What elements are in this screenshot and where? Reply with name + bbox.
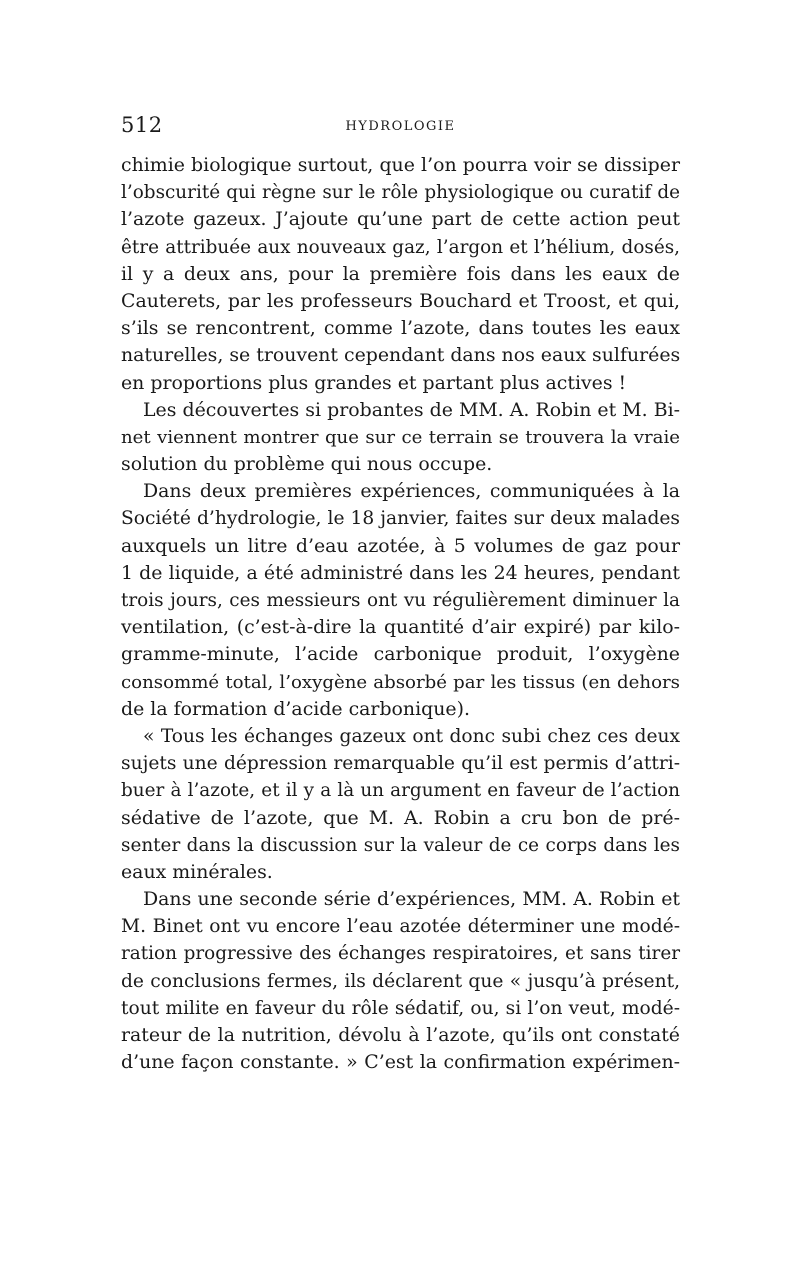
text-line: de la formation d’acide carbonique). [121, 697, 470, 720]
text-line: Les découvertes si probantes de MM. A. Robin et M. Bi- [143, 398, 680, 421]
text-line: ventilation, (c’est-à-dire la quantité d’air expiré) par kilo- [121, 616, 680, 639]
text-line: M. Binet ont vu encore l’eau azotée déterminer une modé- [121, 916, 680, 938]
text-line: en proportions plus grandes et partant plus actives ! [121, 371, 627, 394]
text-line: ration progressive des échanges respiratoires, et sans tirer [121, 943, 680, 965]
text-line: rateur de la nutrition, dévolu à l’azote, qu’ils ont constaté [121, 1024, 680, 1046]
text-line: chimie biologique surtout, que l’on pourra voir se dissiper [121, 154, 680, 176]
text-line: trois jours, ces messieurs ont vu régulièrement diminuer la [121, 590, 680, 611]
text-line: il y a deux ans, pour la première fois dans les eaux de [121, 262, 680, 285]
text-line: eaux minérales. [121, 860, 273, 883]
text-line: « Tous les échanges gazeux ont donc subi chez ces deux [143, 725, 680, 747]
body-text [121, 152, 680, 1076]
text-line: net viennent montrer que sur ce terrain se trouvera la vraie [121, 426, 680, 448]
paragraph [121, 152, 680, 397]
text-line: Cauterets, par les professeurs Bouchard et Troost, et qui, [121, 289, 680, 312]
text-line: l’obscurité qui règne sur le rôle physiologique ou curatif de [121, 182, 680, 204]
text-line: 1 de liquide, a été administré dans les 24 heures, pendant [121, 561, 680, 584]
text-line: solution du problème qui nous occupe. [121, 453, 493, 476]
text-line: Société d’hydrologie, le 18 janvier, faites sur deux malades [121, 508, 680, 530]
paragraph [121, 723, 680, 886]
text-line: sédative de l’azote, que M. A. Robin a cru bon de pré- [121, 806, 680, 829]
text-line: consommé total, l’oxygène absorbé par les tissus (en dehors [121, 671, 680, 693]
page-number: 512 [121, 113, 163, 137]
running-title: HYDROLOGIE [345, 119, 456, 134]
text-line: naturelles, se trouvent cependant dans nos eaux sulfurées [121, 344, 681, 367]
text-line: gramme-minute, l’acide carbonique produit, l’oxygène [121, 643, 680, 666]
text-line: auxquels un litre d’eau azotée, à 5 volumes de gaz pour [121, 534, 680, 557]
running-head [121, 113, 680, 143]
text-line: sujets une dépression remarquable qu’il est permis d’attri- [121, 753, 680, 775]
text-line: d’une façon constante. » C’est la confirmation expérimen- [121, 1051, 680, 1074]
book-page [121, 0, 680, 1262]
text-line: Dans deux premières expériences, communiquées à la [143, 480, 680, 503]
text-line: s’ils se rencontrent, comme l’azote, dans toutes les eaux [121, 317, 680, 340]
text-line: senter dans la discussion sur la valeur de ce corps dans les [121, 834, 680, 856]
text-line: Dans une seconde série d’expériences, MM. A. Robin et [143, 888, 680, 911]
text-line: tout milite en faveur du rôle sédatif, ou, si l’on veut, modé- [121, 997, 680, 1019]
paragraph [121, 397, 680, 479]
text-line: l’azote gazeux. J’ajoute qu’une part de cette action peut [121, 208, 680, 231]
paragraph [121, 886, 680, 1076]
paragraph [121, 478, 680, 723]
text-line: buer à l’azote, et il y a là un argument en faveur de l’action [121, 780, 680, 802]
text-line: de conclusions fermes, ils déclarent que « jusqu’à présent, [121, 970, 680, 992]
text-line: être attribuée aux nouveaux gaz, l’argon et l’hélium, dosés, [121, 236, 680, 258]
